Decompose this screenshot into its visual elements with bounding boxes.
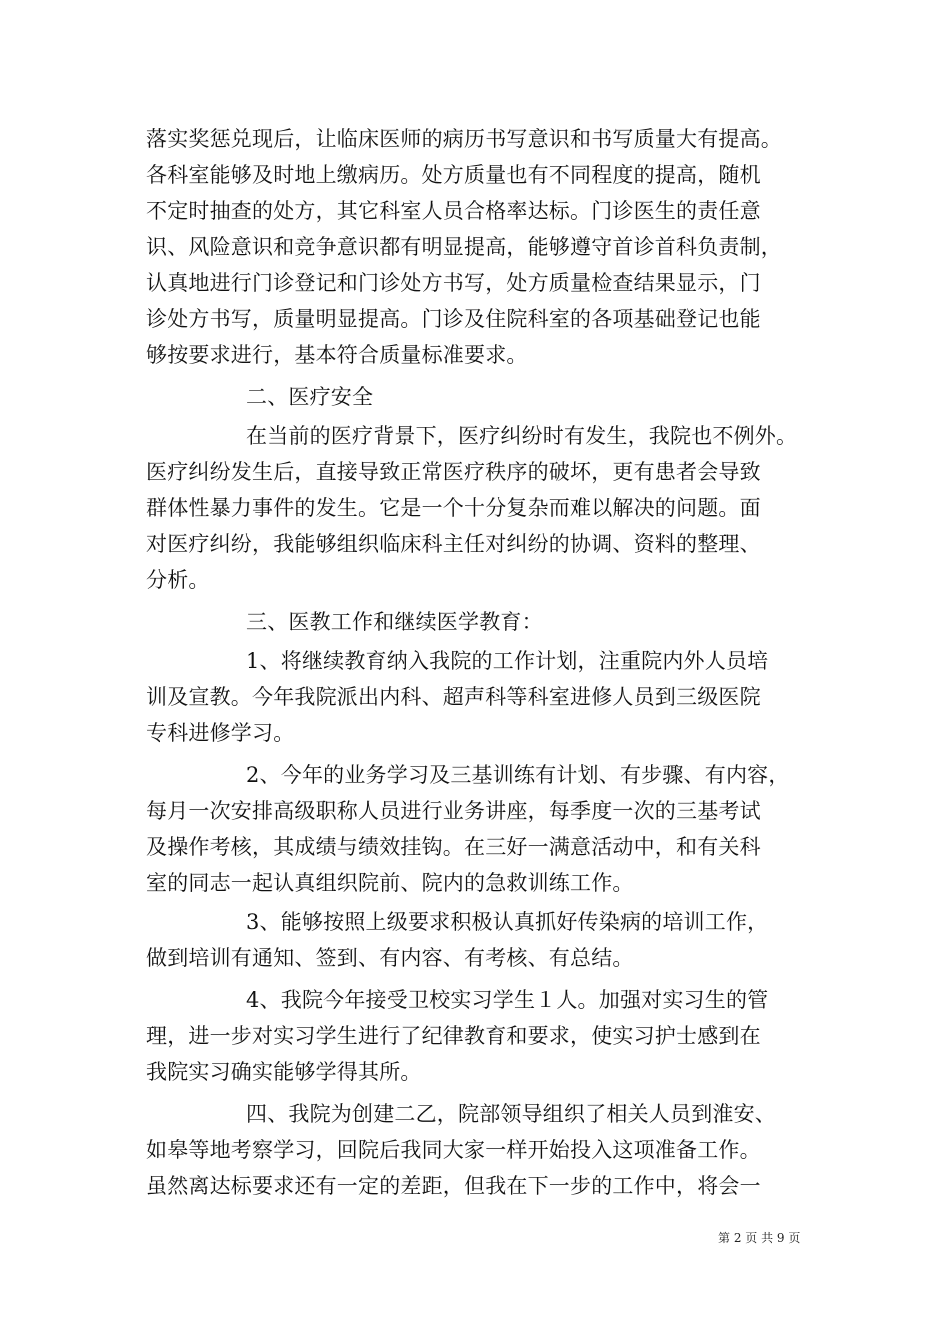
paragraph-line: 专科进修学习。 (146, 721, 295, 745)
paragraph-line: 四、我院为创建二乙，院部领导组织了相关人员到淮安、 (246, 1102, 776, 1126)
section-heading-medical-safety: 二、医疗安全 (246, 385, 374, 409)
paragraph-line: 3、能够按照上级要求积极认真抓好传染病的培训工作， (246, 910, 769, 934)
paragraph-line: 1、将继续教育纳入我院的工作计划，注重院内外人员培 (246, 649, 769, 673)
paragraph-line: 理，进一步对实习学生进行了纪律教育和要求，使实习护士感到在 (146, 1024, 761, 1048)
paragraph-line: 分析。 (146, 568, 210, 592)
paragraph-line: 虽然离达标要求还有一定的差距，但我在下一步的工作中，将会一 (146, 1174, 761, 1198)
paragraph-line: 做到培训有通知、签到、有内容、有考核、有总结。 (146, 946, 634, 970)
paragraph-line: 对医疗纠纷，我能够组织临床科主任对纠纷的协调、资料的整理、 (146, 532, 761, 556)
paragraph-line: 认真地进行门诊登记和门诊处方书写，处方质量检查结果显示，门 (146, 271, 761, 295)
paragraph-line: 落实奖惩兑现后，让临床医师的病历书写意识和书写质量大有提高。 (146, 127, 782, 151)
paragraph-line: 够按要求进行，基本符合质量标准要求。 (146, 343, 528, 367)
paragraph-line: 我院实习确实能够学得其所。 (146, 1060, 422, 1084)
page-number: 第 2 页 共 9 页 (718, 1231, 801, 1245)
paragraph-line: 如皋等地考察学习，回院后我同大家一样开始投入这项准备工作。 (146, 1138, 761, 1162)
paragraph-line: 4、我院今年接受卫校实习学生１人。加强对实习生的管 (246, 988, 769, 1012)
paragraph-line: 群体性暴力事件的发生。它是一个十分复杂而难以解决的问题。面 (146, 496, 761, 520)
paragraph-line: 训及宣教。今年我院派出内科、超声科等科室进修人员到三级医院 (146, 685, 761, 709)
section-heading-medical-education: 三、医教工作和继续医学教育： (246, 610, 543, 634)
paragraph-line: 各科室能够及时地上缴病历。处方质量也有不同程度的提高，随机 (146, 163, 761, 187)
paragraph-line: 不定时抽查的处方，其它科室人员合格率达标。门诊医生的责任意 (146, 199, 761, 223)
paragraph-line: 室的同志一起认真组织院前、院内的急救训练工作。 (146, 871, 634, 895)
paragraph-line: 2、今年的业务学习及三基训练有计划、有步骤、有内容， (246, 763, 790, 787)
paragraph-line: 医疗纠纷发生后，直接导致正常医疗秩序的破坏，更有患者会导致 (146, 460, 761, 484)
paragraph-line: 及操作考核，其成绩与绩效挂钩。在三好一满意活动中，和有关科 (146, 835, 761, 859)
paragraph-line: 每月一次安排高级职称人员进行业务讲座，每季度一次的三基考试 (146, 799, 761, 823)
paragraph-line: 在当前的医疗背景下，医疗纠纷时有发生，我院也不例外。 (246, 424, 798, 448)
paragraph-line: 识、风险意识和竞争意识都有明显提高，能够遵守首诊首科负责制， (146, 235, 782, 259)
paragraph-line: 诊处方书写，质量明显提高。门诊及住院科室的各项基础登记也能 (146, 307, 761, 331)
